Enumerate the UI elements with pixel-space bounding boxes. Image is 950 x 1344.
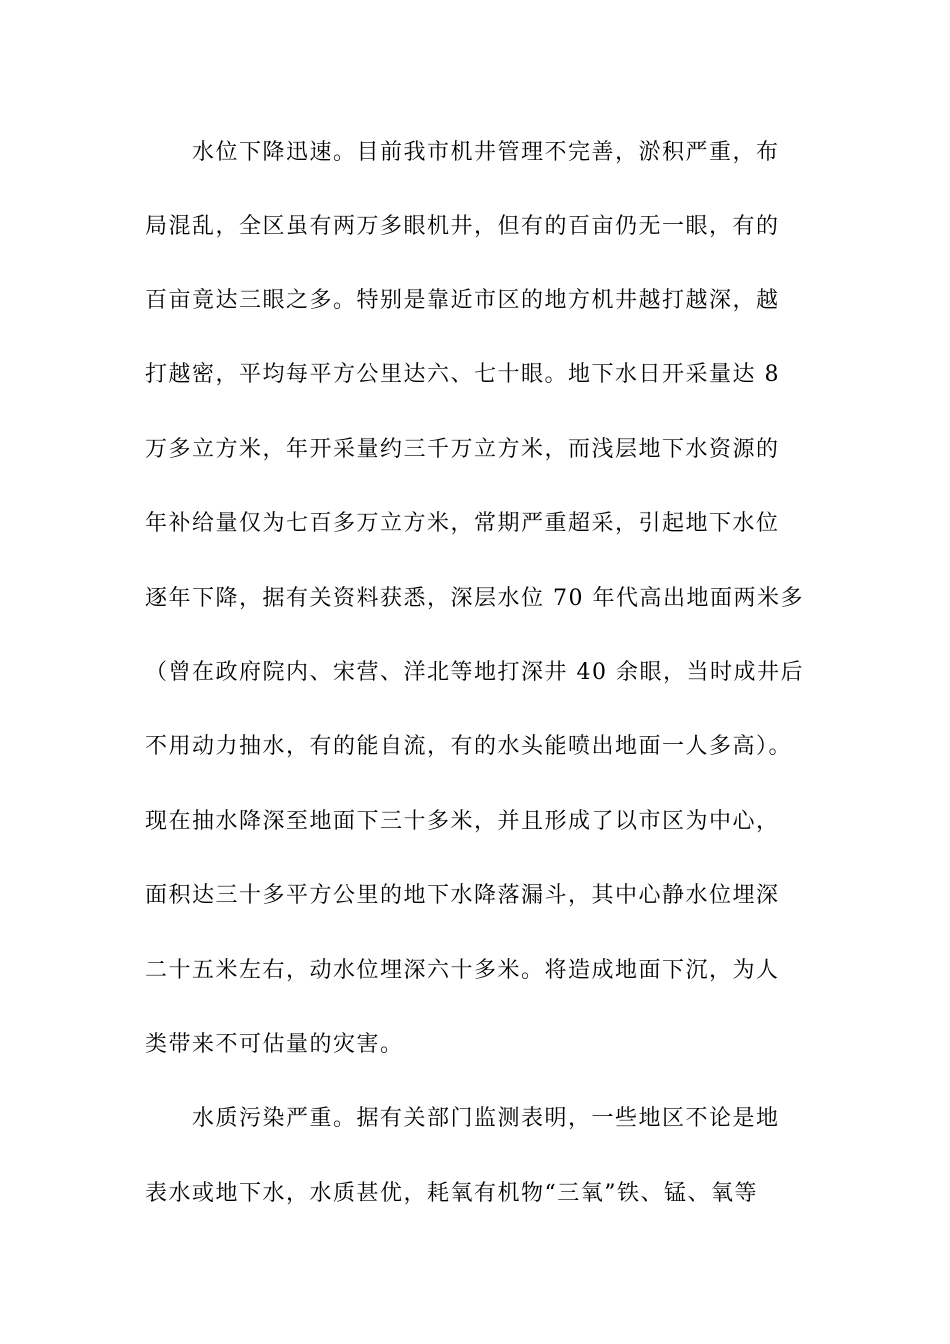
paragraph-1-line-5: 万多立方米，年开采量约三千万立方米，而浅层地下水资源的	[145, 437, 780, 462]
paragraph-2-line-1: 水质污染严重。据有关部门监测表明，一些地区不论是地	[192, 1106, 780, 1131]
paragraph-1-line-12: 二十五米左右，动水位埋深六十多米。将造成地面下沉，为人	[145, 958, 780, 983]
paragraph-1-line-13: 类带来不可估量的灾害。	[145, 1032, 404, 1057]
paragraph-2-line-2: 表水或地下水，水质甚优，耗氧有机物“三氧”铁、锰、氧等	[145, 1181, 758, 1206]
paragraph-1-line-11: 面积达三十多平方公里的地下水降落漏斗，其中心静水位埋深	[145, 883, 780, 908]
paragraph-1-line-10: 现在抽水降深至地面下三十多米，并且形成了以市区为中心，	[145, 809, 780, 834]
paragraph-1-line-2: 局混乱，全区虽有两万多眼机井，但有的百亩仍无一眼，有的	[145, 214, 780, 239]
paragraph-1-line-4: 打越密，平均每平方公里达六、七十眼。地下水日开采量达 8	[145, 362, 780, 387]
paragraph-1-line-3: 百亩竟达三眼之多。特别是靠近市区的地方机井越打越深，越	[145, 288, 780, 313]
paragraph-1-line-9: 不用动力抽水，有的能自流，有的水头能喷出地面一人多高）。	[145, 734, 793, 759]
paragraph-1-line-7: 逐年下降，据有关资料获悉，深层水位 70 年代高出地面两米多	[145, 586, 804, 611]
paragraph-1-line-6: 年补给量仅为七百多万立方米，常期严重超采，引起地下水位	[145, 511, 780, 536]
paragraph-1-line-1: 水位下降迅速。目前我市机井管理不完善，淤积严重，布	[192, 140, 780, 165]
paragraph-1-line-8: （曾在政府院内、宋营、洋北等地打深井 40 余眼，当时成井后	[145, 660, 804, 685]
